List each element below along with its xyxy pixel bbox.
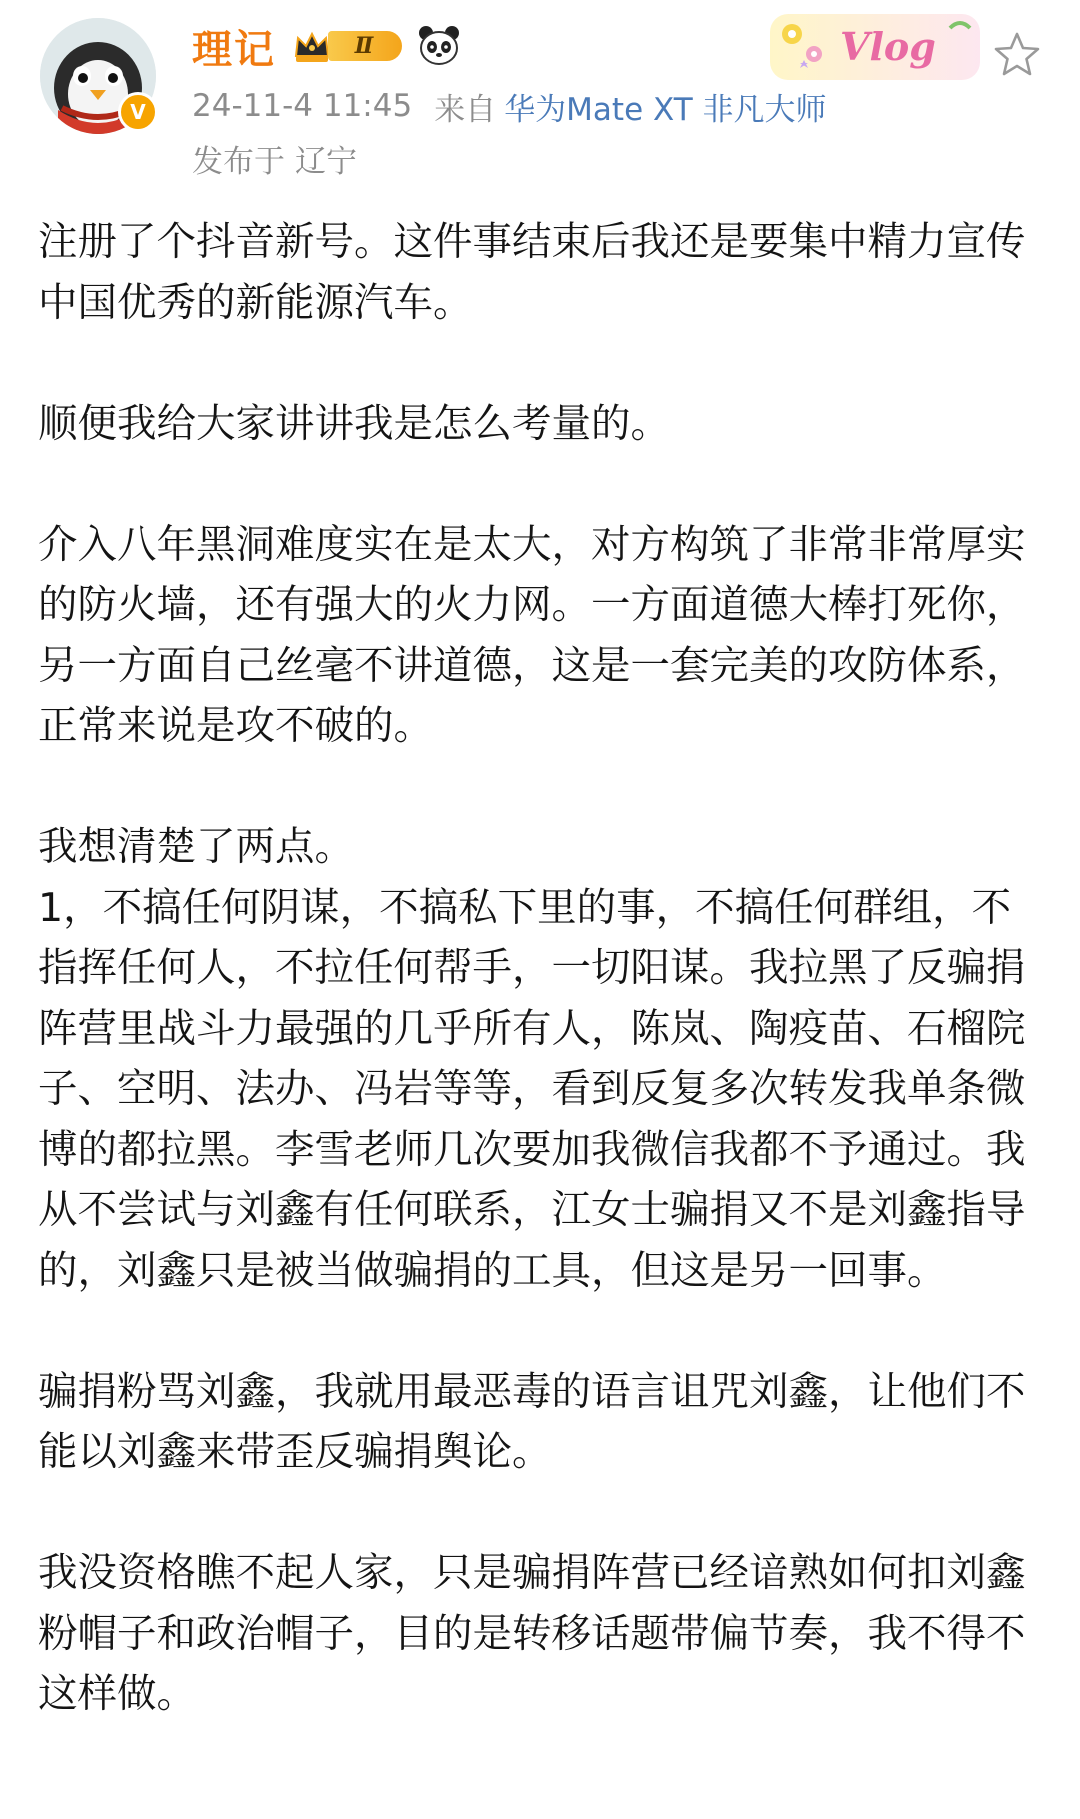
post-meta: [192, 86, 827, 126]
post-body: [38, 212, 1048, 1725]
crown-icon: [292, 28, 332, 64]
post-paragraph: 我想清楚了两点。 1，不搞任何阴谋，不搞私下里的事，不搞任何群组，不指挥任何人，不拉任何帮手，一切阳谋。我拉黑了反骗捐阵营里战斗力最强的几乎所有人，陈岚、陶疫苗、石榴院子、空明、法办、冯岩等等，看到反复多次转发我单条微博的都拉黑。李雪老师几次要加我微信我都不予通过。我从不尝试与刘鑫有任何联系，江女士骗捐又不是刘鑫指导的，刘鑫只是被当做骗捐的工具，但这是另一回事。: [38, 824, 1026, 1294]
post-header: [0, 0, 1080, 190]
post-location: [192, 138, 357, 178]
post-paragraph: 注册了个抖音新号。这件事结束后我还是要集中精力宣传中国优秀的新能源汽车。: [38, 219, 1026, 326]
post-paragraph: 顺便我给大家讲讲我是怎么考量的。: [38, 400, 670, 447]
avatar[interactable]: [40, 18, 156, 134]
post-paragraph: 介入八年黑洞难度实在是太大，对方构筑了非常非常厚实的防火墙，还有强大的火力网。一方面道德大棒打死你，另一方面自己丝毫不讲道德，这是一套完美的攻防体系，正常来说是攻不破的。: [38, 521, 1026, 749]
post-paragraph: 骗捐粉骂刘鑫，我就用最恶毒的语言诅咒刘鑫，让他们不能以刘鑫来带歪反骗捐舆论。: [38, 1368, 1026, 1475]
username-row: [192, 18, 462, 74]
verified-badge: V: [118, 92, 158, 132]
vlog-sticker-text: Vlog: [840, 24, 936, 69]
vlog-sticker-icon: [770, 8, 990, 88]
username[interactable]: 理记: [192, 26, 276, 73]
location-prefix: 发布于: [192, 143, 285, 180]
vip-badge[interactable]: [292, 28, 402, 64]
source-prefix: 来自: [434, 91, 497, 128]
post-paragraph: 我没资格瞧不起人家，只是骗捐阵营已经谙熟如何扣刘鑫粉帽子和政治帽子，目的是转移话题带偏节奏，我不得不这样做。: [38, 1550, 1026, 1717]
star-outline-icon[interactable]: [990, 28, 1044, 82]
location-value: 辽宁: [295, 143, 357, 180]
post-timestamp: 24-11-4 11:45: [192, 88, 413, 124]
panda-icon: [416, 23, 462, 69]
device-link[interactable]: 华为Mate XT 非凡大师: [504, 91, 827, 128]
vip-level: Ⅱ: [328, 31, 402, 61]
